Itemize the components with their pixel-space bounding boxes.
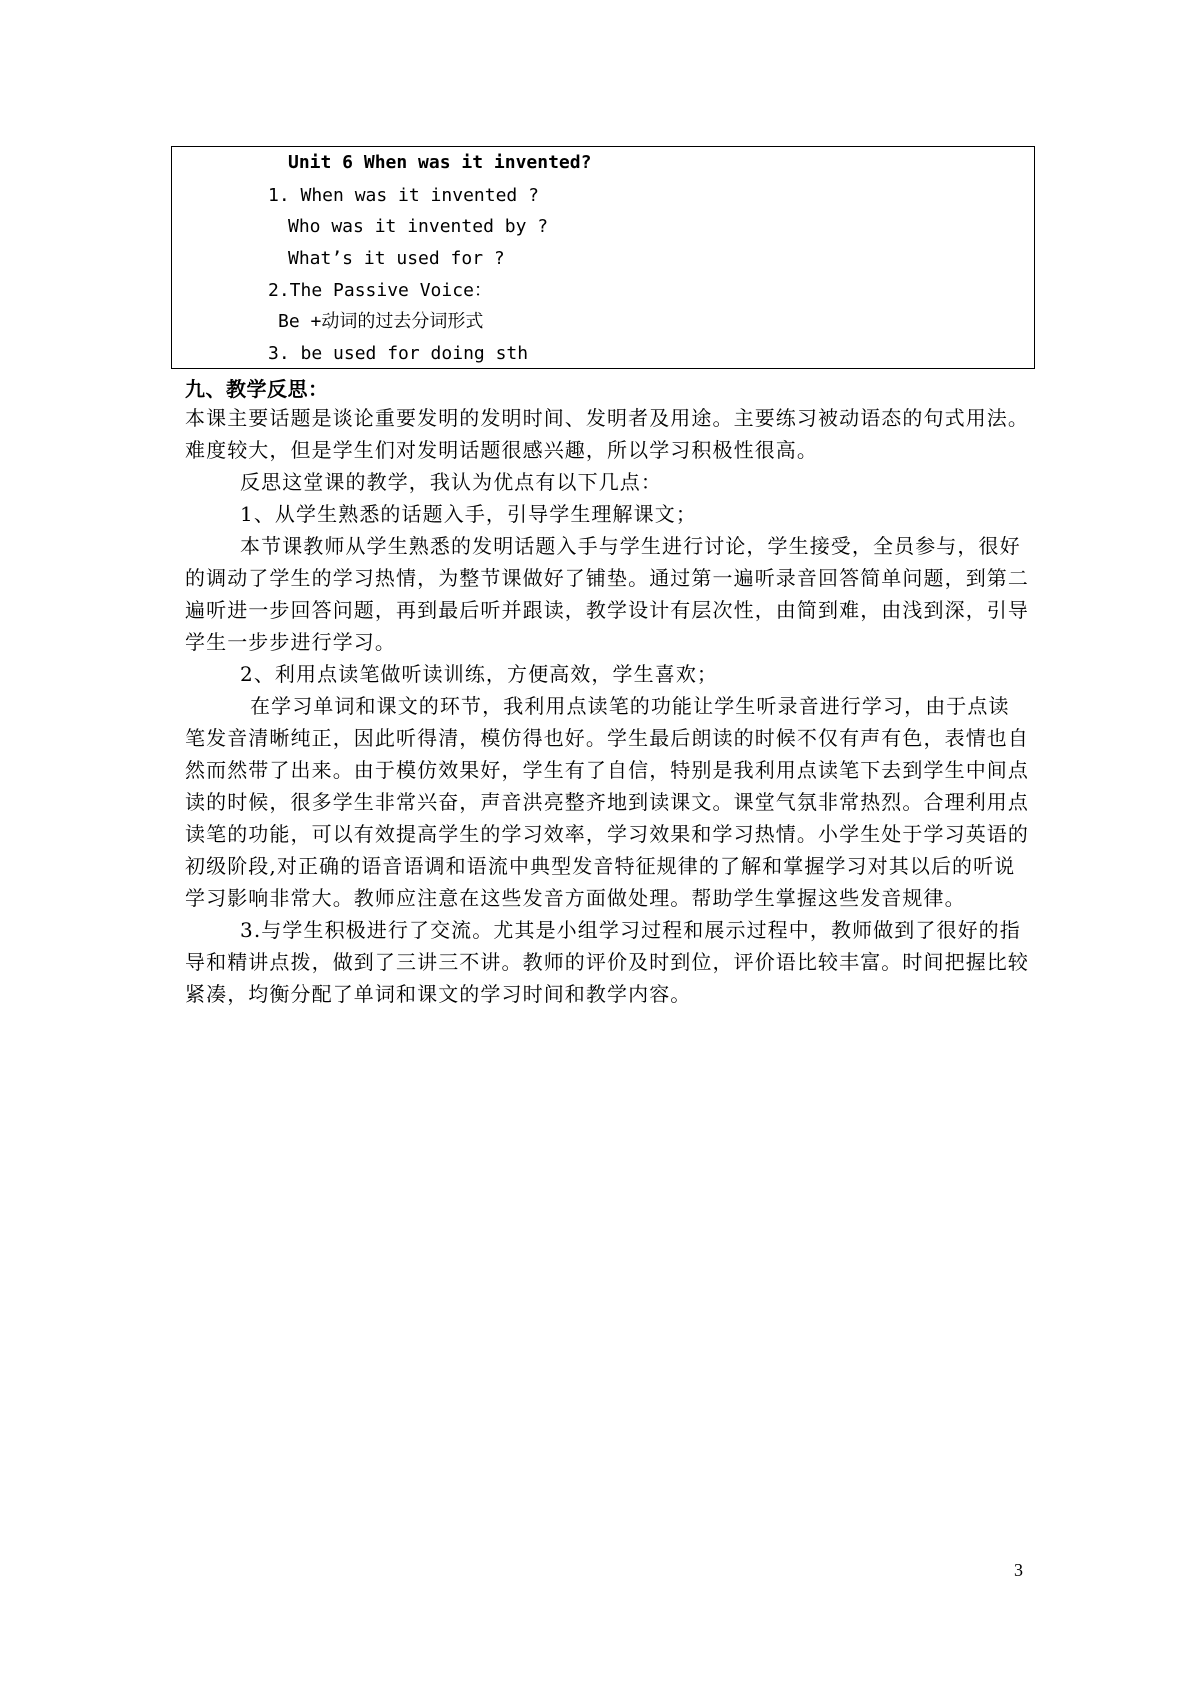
board-item-1: 1. When was it invented ?	[268, 185, 539, 206]
board-item-2: Who was it invented by ?	[288, 216, 549, 237]
text-line: 本课主要话题是谈论重要发明的发明时间、发明者及用途。主要练习被动语态的句式用法。	[185, 406, 1029, 430]
text-line: 遍听进一步回答问题，再到最后听并跟读，教学设计有层次性，由简到难，由浅到深，引导	[185, 598, 1029, 622]
point-heading: 3.与学生积极进行了交流。尤其是小组学习过程和展示过程中，教师做到了很好的指	[240, 918, 1021, 942]
text-line: 读的时候，很多学生非常兴奋，声音洪亮整齐地到读课文。课堂气氛非常热烈。合理利用点	[185, 790, 1029, 814]
board-item-6: 3. be used for doing sth	[268, 343, 529, 364]
text-line: 初级阶段,对正确的语音语调和语流中典型发音特征规律的了解和掌握学习对其以后的听说	[185, 854, 1016, 878]
text-line: 在学习单词和课文的环节，我利用点读笔的功能让学生听录音进行学习，由于点读	[250, 694, 1010, 718]
text-line: 反思这堂课的教学，我认为优点有以下几点：	[240, 470, 662, 494]
point-heading: 1、从学生熟悉的话题入手，引导学生理解课文；	[240, 502, 697, 526]
text-line: 紧凑，均衡分配了单词和课文的学习时间和教学内容。	[185, 982, 692, 1006]
text-line: 本节课教师从学生熟悉的发明话题入手与学生进行讨论，学生接受，全员参与，很好	[240, 534, 1021, 558]
text-line: 难度较大，但是学生们对发明话题很感兴趣，所以学习积极性很高。	[185, 438, 818, 462]
unit-title: Unit 6 When was it invented?	[288, 152, 592, 173]
section-heading: 九、教学反思：	[185, 377, 329, 401]
text-line: 的调动了学生的学习热情，为整节课做好了铺垫。通过第一遍听录音回答简单问题，到第二	[185, 566, 1029, 590]
board-item-3: What’s it used for ?	[288, 248, 505, 269]
text-line: 然而然带了出来。由于模仿效果好，学生有了自信，特别是我利用点读笔下去到学生中间点	[185, 758, 1029, 782]
board-item-5: Be +动词的过去分词形式	[278, 311, 484, 332]
board-item-4: 2.The Passive Voice：	[268, 280, 492, 301]
text-line: 读笔的功能，可以有效提高学生的学习效率，学习效果和学习热情。小学生处于学习英语的	[185, 822, 1029, 846]
text-line: 学生一步步进行学习。	[185, 630, 396, 654]
board-summary-box	[171, 146, 1035, 369]
point-heading: 2、利用点读笔做听读训练，方便高效，学生喜欢；	[240, 662, 719, 686]
text-line: 笔发音清晰纯正，因此听得清，模仿得也好。学生最后朗读的时候不仅有声有色，表情也自	[185, 726, 1029, 750]
page-number: 3	[1014, 1560, 1023, 1580]
text-line: 学习影响非常大。教师应注意在这些发音方面做处理。帮助学生掌握这些发音规律。	[185, 886, 966, 910]
text-line: 导和精讲点拨，做到了三讲三不讲。教师的评价及时到位，评价语比较丰富。时间把握比较	[185, 950, 1029, 974]
